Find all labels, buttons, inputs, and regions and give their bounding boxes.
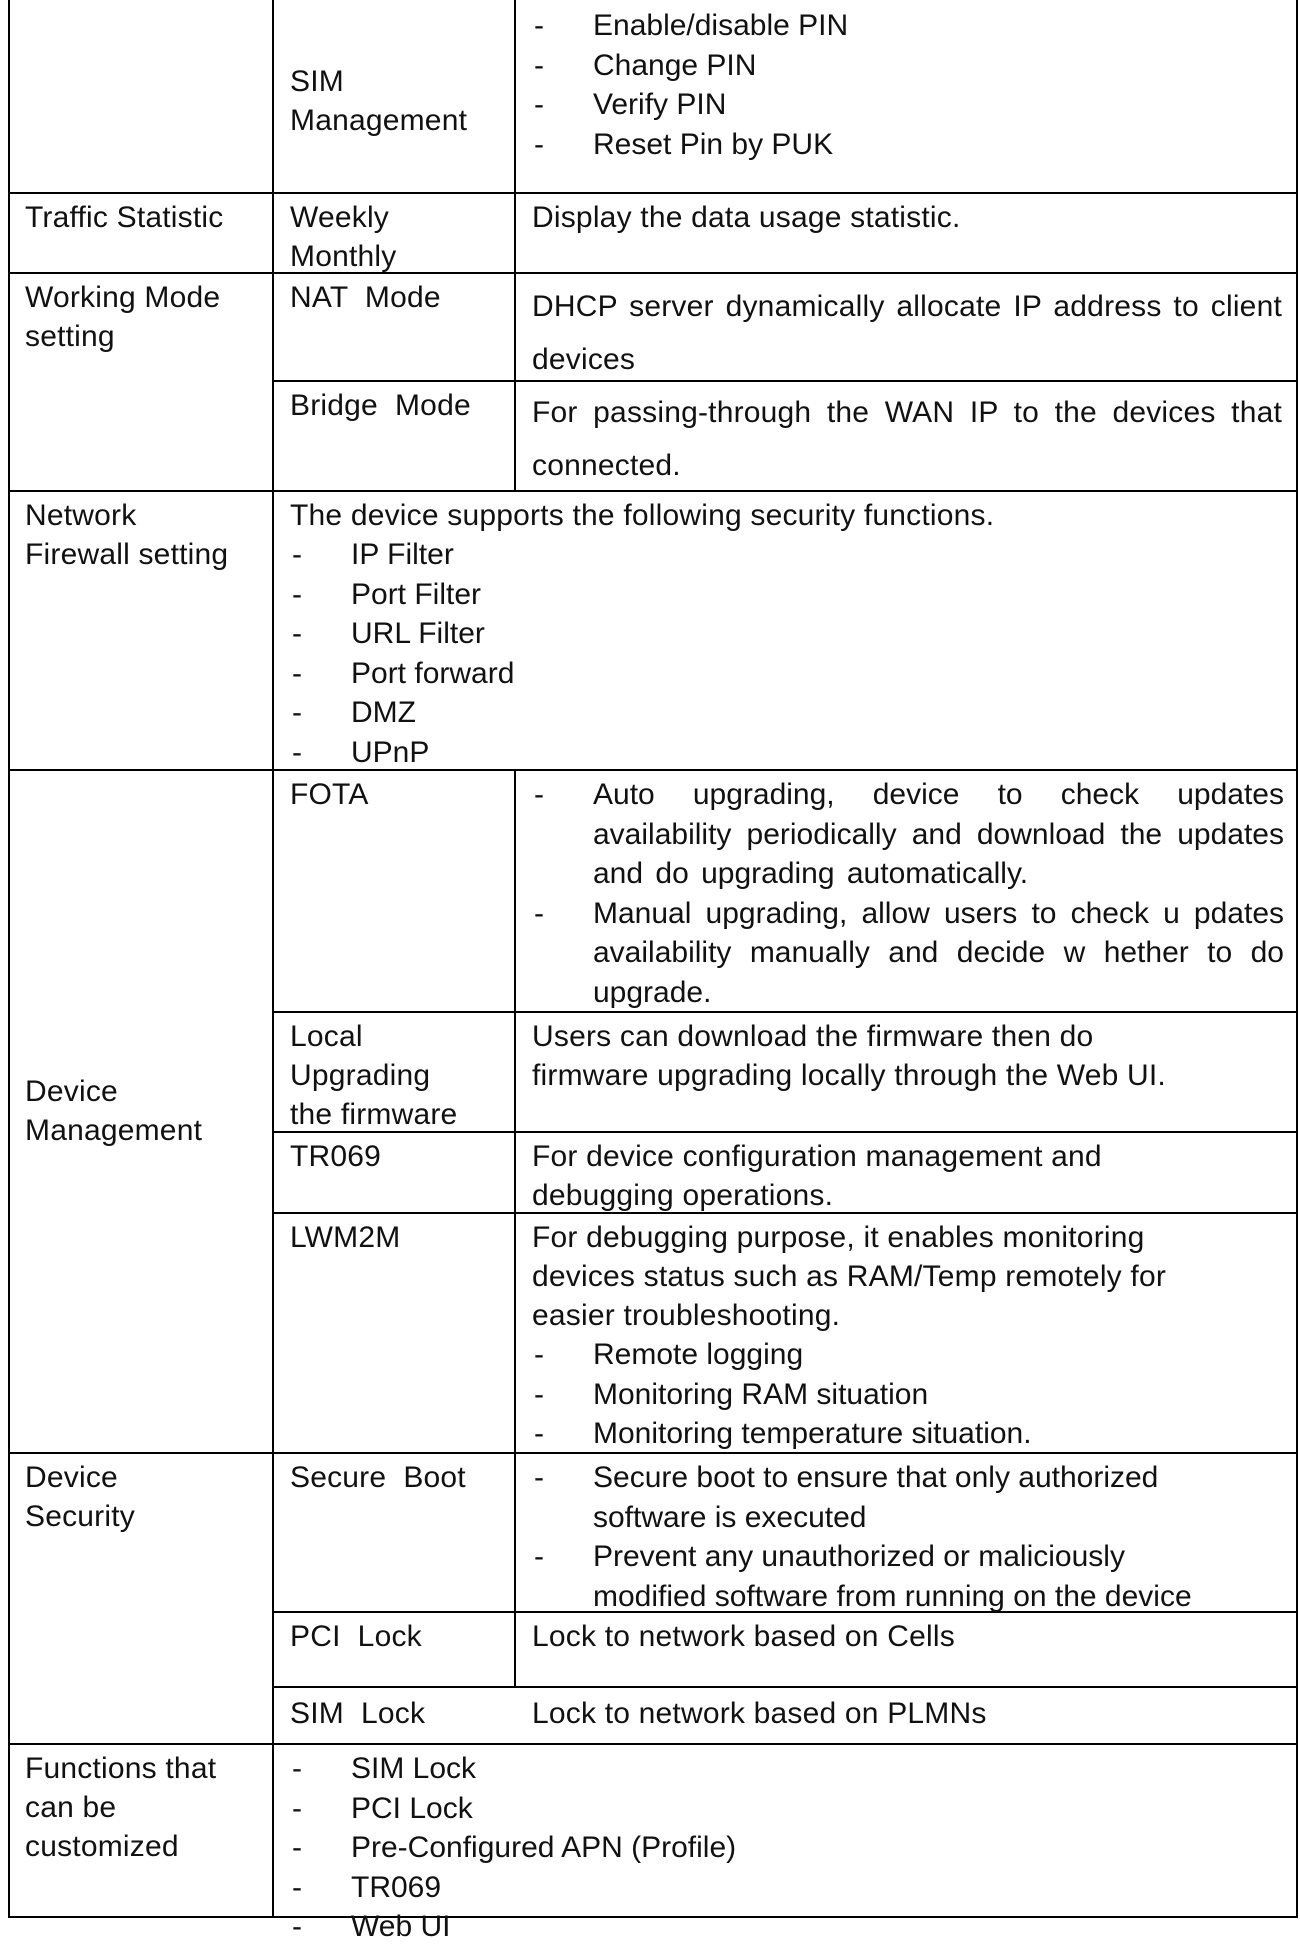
list-item: - Monitoring temperature situation. [532, 1414, 1292, 1454]
list-item: - Port Filter [290, 575, 1290, 615]
lwm2m-description: For debugging purpose, it enables monitoring devices status such as RAM/Temp remotely for easier troubleshooting. [532, 1221, 1167, 1332]
list-item: - Manual upgrading, allow users to check u pdates availability manually and decide w hether to do upgrade. [532, 894, 1284, 1013]
list-item: - Remote logging [532, 1335, 1292, 1375]
list-item: - Prevent any unauthorized or maliciously modified software from running on the device [532, 1537, 1296, 1616]
device-management-category: Device Management [25, 1075, 203, 1147]
secure-boot-feature: Secure Boot [290, 1461, 466, 1494]
lwm2m-content [532, 1218, 1292, 1454]
network-firewall-content [290, 496, 1290, 772]
customizable-category: Functions that can be customized [25, 1752, 217, 1863]
list-item: - Reset Pin by PUK [532, 125, 1282, 165]
list-item: - Auto upgrading, device to check updates availability periodically and download the updates and do upgrading automatically. [532, 775, 1284, 894]
row-divider [272, 192, 1298, 194]
fota-list [532, 775, 1284, 1012]
sim-lock-feature: SIM Lock [290, 1697, 426, 1730]
spec-table [8, 0, 1298, 1943]
lwm2m-feature: LWM2M [290, 1221, 401, 1254]
sim-lock-description: Lock to network based on PLMNs [532, 1697, 987, 1730]
tr069-feature: TR069 [290, 1140, 382, 1173]
bridge-mode-feature: Bridge Mode [290, 389, 471, 422]
list-item: - Web UI [290, 1907, 1290, 1947]
nat-mode-feature: NAT Mode [290, 281, 441, 314]
row-divider [8, 1743, 1298, 1745]
list-item: - Secure boot to ensure that only authorized software is executed [532, 1458, 1296, 1537]
list-item: - UPnP [290, 733, 1290, 773]
traffic-statistic-description: Display the data usage statistic. [532, 201, 961, 234]
local-upgrading-feature: Local Upgrading the firmware [290, 1020, 458, 1131]
list-item: - Change PIN [532, 46, 1282, 86]
network-firewall-intro: The device supports the following security functions. [290, 499, 995, 532]
sim-management-list [532, 6, 1282, 164]
list-item: - Pre-Configured APN (Profile) [290, 1828, 1290, 1868]
list-item: - TR069 [290, 1868, 1290, 1908]
network-firewall-category: Network Firewall setting [25, 499, 229, 571]
table-border-right [1296, 0, 1298, 1918]
secure-boot-list [532, 1458, 1296, 1616]
list-item: - IP Filter [290, 535, 1290, 575]
sim-management-feature: SIM Management [290, 65, 468, 137]
list-item: - Verify PIN [532, 85, 1282, 125]
working-mode-category: Working Mode setting [25, 281, 221, 353]
list-item: - Port forward [290, 654, 1290, 694]
table-border-left [8, 0, 10, 1918]
list-item: - Monitoring RAM situation [532, 1375, 1292, 1415]
row-divider [8, 192, 274, 194]
col-divider-2 [514, 0, 516, 490]
col-divider-1 [272, 0, 274, 1918]
traffic-statistic-feature: Weekly Monthly [290, 201, 397, 273]
list-item: - URL Filter [290, 614, 1290, 654]
list-item: - PCI Lock [290, 1789, 1290, 1829]
col-divider-2 [514, 769, 516, 1687]
list-item: - DMZ [290, 693, 1290, 733]
row-divider [272, 1686, 1298, 1688]
pci-lock-description: Lock to network based on Cells [532, 1620, 955, 1653]
tr069-description: For device configuration management and debugging operations. [532, 1140, 1102, 1212]
list-item: - Enable/disable PIN [532, 6, 1282, 46]
bridge-mode-description: For passing-through the WAN IP to the devices that connected. [532, 396, 1282, 482]
list-item: - SIM Lock [290, 1749, 1290, 1789]
local-upgrading-description: Users can download the firmware then do firmware upgrading locally through the Web UI. [532, 1020, 1166, 1092]
fota-feature: FOTA [290, 778, 369, 811]
pci-lock-feature: PCI Lock [290, 1620, 422, 1653]
row-divider [8, 272, 1298, 274]
customizable-list [290, 1749, 1290, 1947]
traffic-statistic-category: Traffic Statistic [25, 201, 224, 234]
device-security-category: Device Security [25, 1461, 135, 1533]
nat-mode-description: DHCP server dynamically allocate IP address to client devices [532, 290, 1282, 376]
